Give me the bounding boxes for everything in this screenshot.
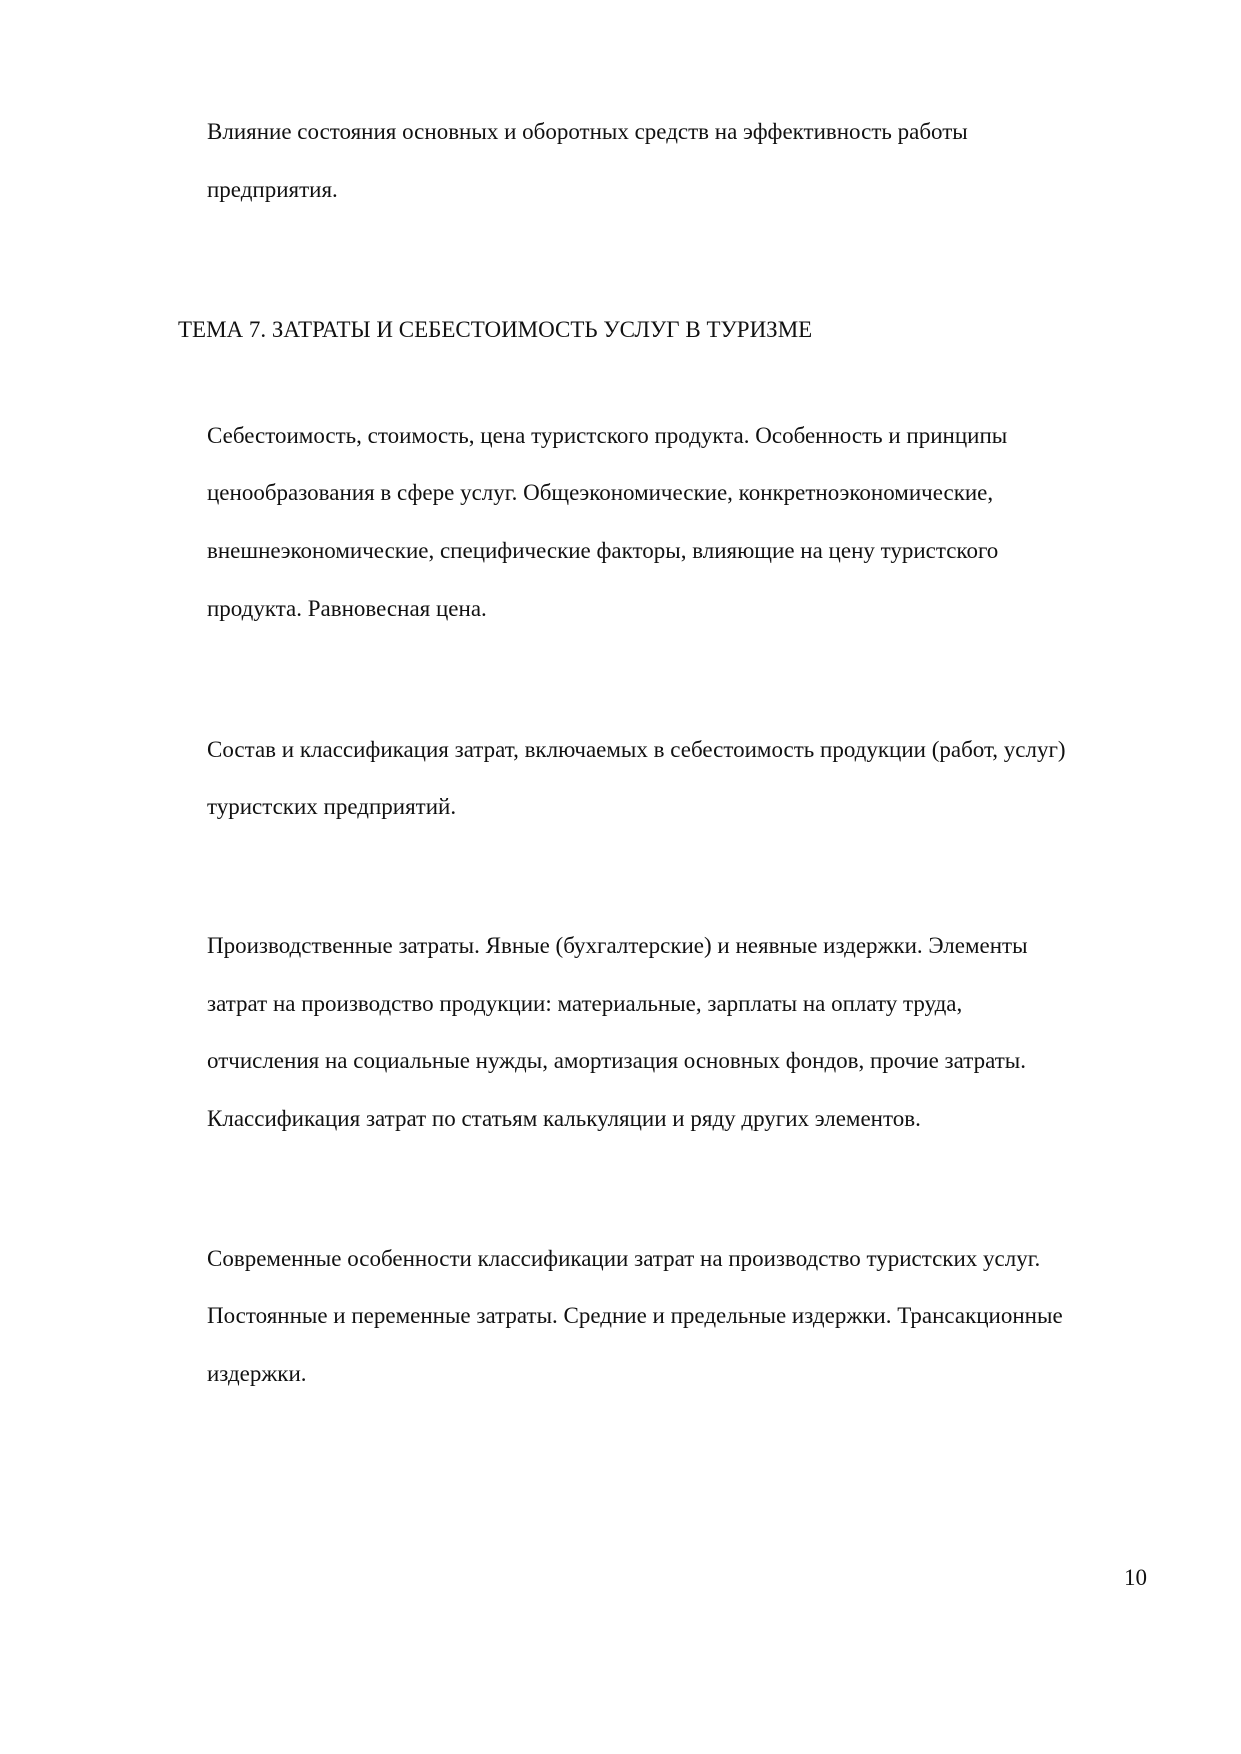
intro-line-1: Влияние состояния основных и оборотных средств на эффективность работы (207, 119, 968, 144)
paragraph-3-line-4: Классификация затрат по статьям калькуляции и ряду других элементов. (207, 1106, 921, 1131)
paragraph-4-line-1: Современные особенности классификации затрат на производство туристских услуг. (207, 1246, 1041, 1271)
page-number: 10 (1124, 1565, 1147, 1590)
intro-line-2: предприятия. (207, 177, 338, 202)
paragraph-3-line-2: затрат на производство продукции: материальные, зарплаты на оплату труда, (207, 991, 963, 1016)
paragraph-4-line-2: Постоянные и переменные затраты. Средние и предельные издержки. Трансакционные (207, 1303, 1063, 1328)
paragraph-3-line-1: Производственные затраты. Явные (бухгалтерские) и неявные издержки. Элементы (207, 933, 1028, 958)
paragraph-1-line-2: ценообразования в сфере услуг. Общеэкономические, конкретноэкономические, (207, 480, 994, 505)
paragraph-1-line-4: продукта. Равновесная цена. (207, 596, 487, 621)
paragraph-1-line-3: внешнеэкономические, специфические факторы, влияющие на цену туристского (207, 538, 999, 563)
section-heading: ТЕМА 7. ЗАТРАТЫ И СЕБЕСТОИМОСТЬ УСЛУГ В ТУРИЗМЕ (178, 317, 813, 342)
paragraph-1-line-1: Себестоимость, стоимость, цена туристского продукта. Особенность и принципы (207, 423, 1008, 448)
paragraph-2-line-1: Состав и классификация затрат, включаемых в себестоимость продукции (работ, услуг) (207, 737, 1066, 762)
paragraph-2-line-2: туристских предприятий. (207, 794, 457, 819)
paragraph-4-line-3: издержки. (207, 1361, 307, 1386)
paragraph-3-line-3: отчисления на социальные нужды, амортизация основных фондов, прочие затраты. (207, 1048, 1026, 1073)
